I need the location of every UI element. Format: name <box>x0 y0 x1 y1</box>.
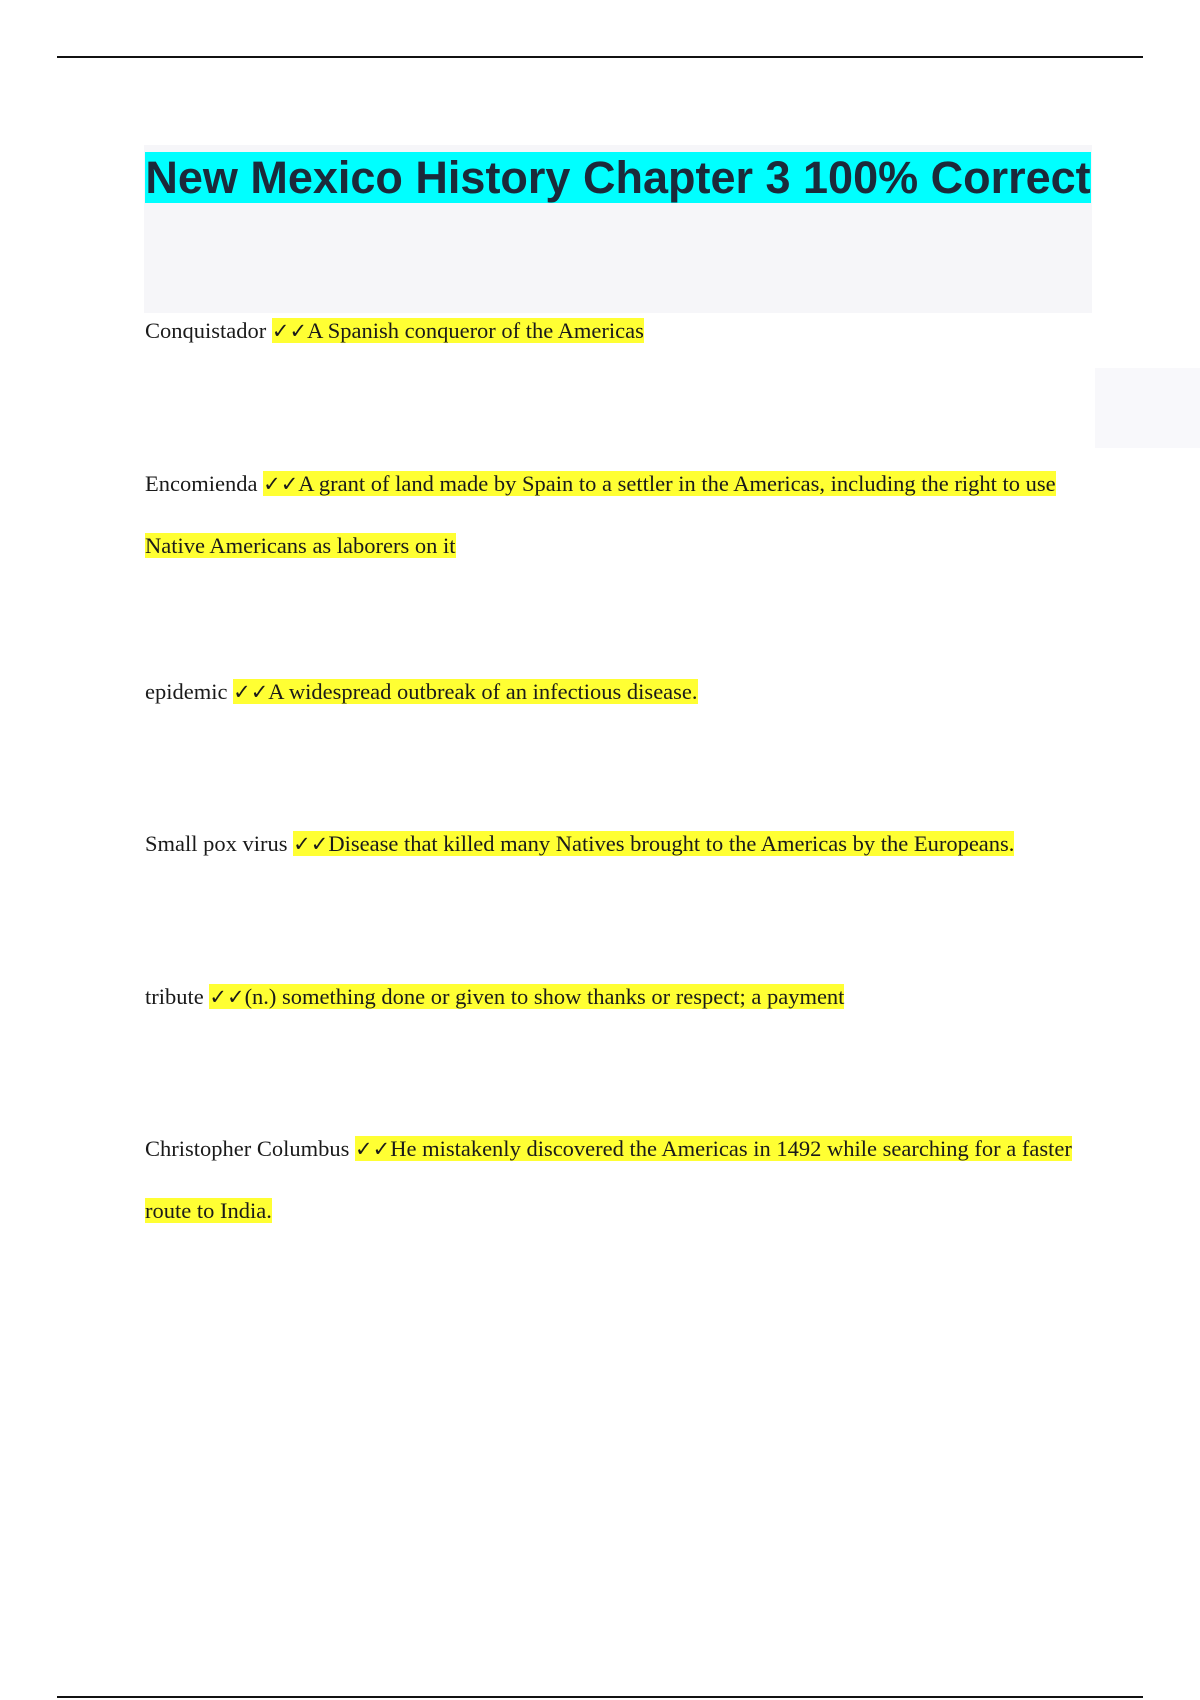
entry-christopher-columbus <box>145 1118 1095 1241</box>
entry-term: Christopher Columbus <box>145 1136 350 1161</box>
entry-epidemic <box>145 661 1095 723</box>
entry-definition-text: He mistakenly discovered the Americas in 1492 while searching for a faster route to India. <box>145 1136 1072 1223</box>
bottom-rule <box>57 1696 1143 1698</box>
check-marks-icon: ✓✓ <box>293 832 329 856</box>
entry-term: tribute <box>145 984 204 1009</box>
entry-definition <box>272 318 644 343</box>
document-title-text: New Mexico History Chapter 3 100% Correct <box>145 152 1091 203</box>
entry-definition-text: (n.) something done or given to show thanks or respect; a payment <box>244 984 845 1009</box>
entry-term: Conquistador <box>145 318 267 343</box>
entry-small-pox-virus <box>145 813 1095 875</box>
entry-encomienda <box>145 453 1095 576</box>
margin-shade <box>1095 368 1200 448</box>
entry-definition-text: A widespread outbreak of an infectious disease. <box>268 679 698 704</box>
entry-definition <box>209 984 844 1009</box>
entry-term: Small pox virus <box>145 831 288 856</box>
entry-definition-text: Disease that killed many Natives brought to the Americas by the Europeans. <box>328 831 1015 856</box>
entry-definition-text: A Spanish conqueror of the Americas <box>307 318 644 343</box>
entry-definition <box>145 471 1056 558</box>
check-marks-icon: ✓✓ <box>263 472 299 496</box>
entry-definition <box>233 679 697 704</box>
check-marks-icon: ✓✓ <box>355 1137 391 1161</box>
entry-conquistador <box>145 300 1095 362</box>
check-marks-icon: ✓✓ <box>209 985 245 1009</box>
entry-term: Encomienda <box>145 471 258 496</box>
entry-term: epidemic <box>145 679 228 704</box>
check-marks-icon: ✓✓ <box>233 680 269 704</box>
title-block <box>144 145 1092 313</box>
check-marks-icon: ✓✓ <box>271 319 308 343</box>
entry-tribute <box>145 966 1095 1028</box>
entry-definition <box>293 831 1014 856</box>
entry-definition-text: A grant of land made by Spain to a settler in the Americas, including the right to use Native Americans as laborers on it <box>145 471 1056 558</box>
document-title <box>144 145 1092 206</box>
top-rule <box>57 56 1143 58</box>
